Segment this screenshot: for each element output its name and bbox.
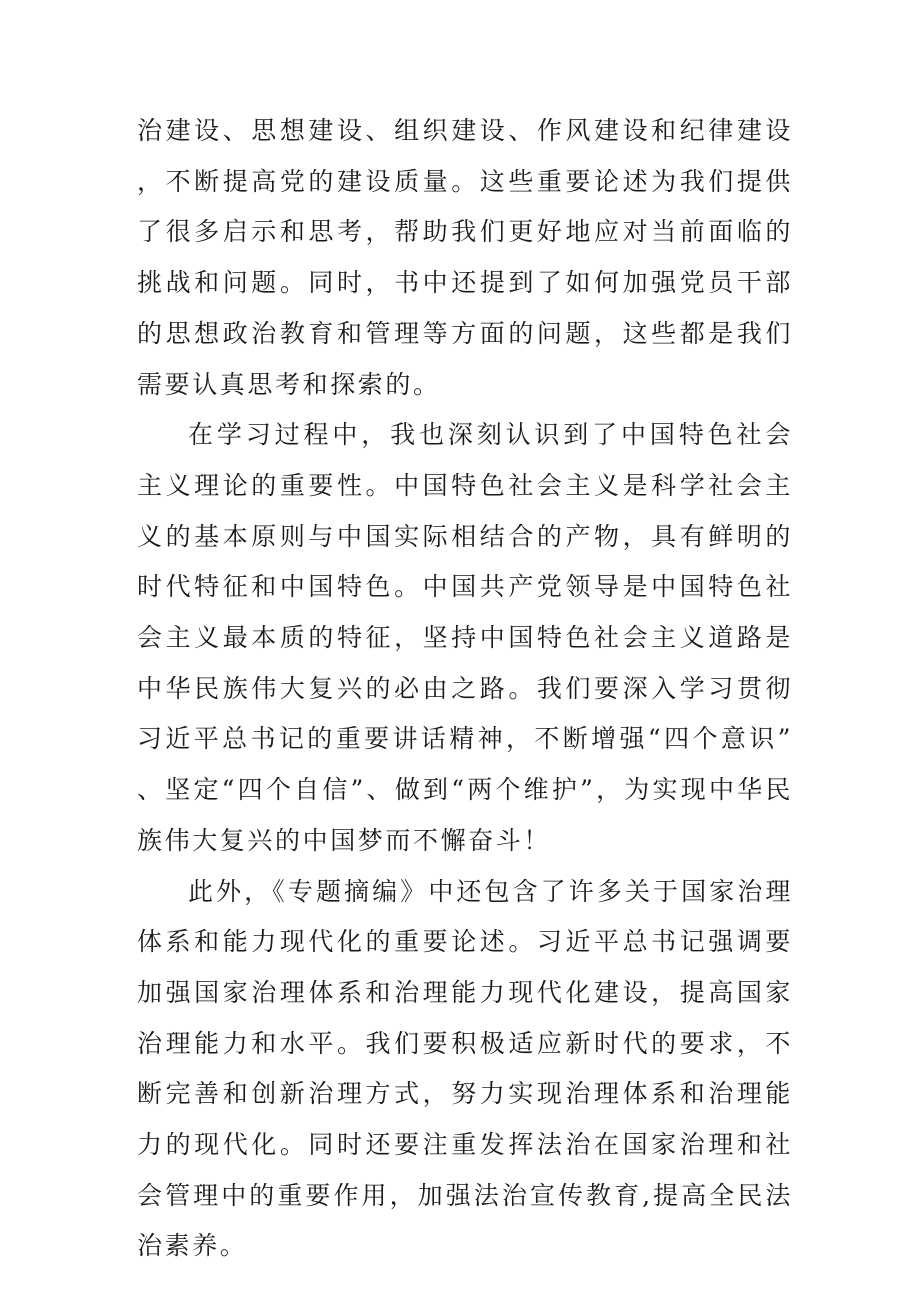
paragraph-1: 治建设、思想建设、组织建设、作风建设和纪律建设，不断提高党的建设质量。这些重要论述为我们提供了很多启示和思考，帮助我们更好地应对当前面临的挑战和问题。同时，书中还提到了如何加强党员干部的思想政治教育和管理等方面的问题，这些都是我们需要认真思考和探索的。: [137, 116, 793, 399]
paragraph-2: 在学习过程中，我也深刻认识到了中国特色社会主义理论的重要性。中国特色社会主义是科学社会主义的基本原则与中国实际相结合的产物，具有鲜明的时代特征和中国特色。中国共产党领导是中国特色社会主义最本质的特征，坚持中国特色社会主义道路是中华民族伟大复兴的必由之路。我们要深入学习贯彻习近平总书记的重要讲话精神，不断增强“四个意识”、坚定“四个自信”、做到“两个维护”，为实现中华民族伟大复兴的中国梦而不懈奋斗！: [137, 420, 793, 855]
paragraph-3: 此外，《专题摘编》中还包含了许多关于国家治理体系和能力现代化的重要论述。习近平总书记强调要加强国家治理体系和治理能力现代化建设，提高国家治理能力和水平。我们要积极适应新时代的要求，不断完善和创新治理方式，努力实现治理体系和治理能力的现代化。同时还要注重发挥法治在国家治理和社会管理中的重要作用，加强法治宣传教育,提高全民法治素养。: [137, 876, 793, 1261]
document-body: [137, 106, 793, 1272]
